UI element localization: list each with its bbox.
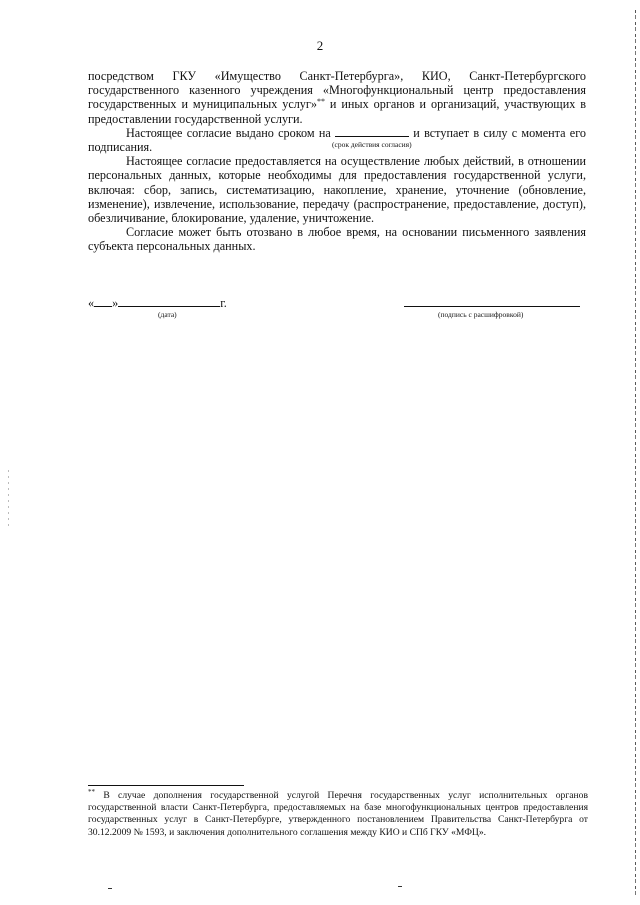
paragraph-intermediaries: посредством ГКУ «Имущество Санкт-Петербурга», КИО, Санкт-Петербургского государственного казенного учреждения «Многофункциональный центр предоставления государственных и муниципальных услуг»** и иных органов и организаций, участвующих в предоставлении государственной услуги. <box>88 69 586 126</box>
date-field: « » г. <box>88 296 227 310</box>
validity-term-blank <box>335 126 409 137</box>
validity-term-label: (срок действия согласия) <box>332 140 412 149</box>
scan-edge-left <box>8 470 9 530</box>
paragraph-revocation: Согласие может быть отозвано в любое время, на основании письменного заявления субъекта персональных данных. <box>88 225 586 254</box>
document-body <box>88 69 586 254</box>
footnote-marker: ** <box>88 788 95 796</box>
paragraph-validity-term: Настоящее согласие выдано сроком на и вступает в силу с момента его подписания. <box>88 125 586 155</box>
footnote: ** В случае дополнения государственной услугой Перечня государственных услуг исполнительных органов государственной власти Санкт-Петербурга, предоставляемых на базе многофункциональных центров предоставления государственных услуг в Санкт-Петербурге, утвержденного постановлением Правительства Санкт-Петербурга от 30.12.2009 № 1593, и заключения дополнительного соглашения между КИО и СПб ГКУ «МФЦ». <box>88 788 588 838</box>
scan-speck <box>108 888 112 889</box>
footnote-divider <box>88 785 244 786</box>
month-year-blank <box>118 296 220 307</box>
page-number: 2 <box>316 38 324 53</box>
paragraph-scope: Настоящее согласие предоставляется на осуществление любых действий, в отношении персональных данных, которые необходимы для предоставления государственной услуги, включая: сбор, запись, систематизацию, накопление, хранение, уточнение (обновление, изменение), извлечение, использование, передачу (распространение, предоставление, доступ), обезличивание, блокирование, удаление, уничтожение. <box>88 154 586 226</box>
signature-line <box>404 306 580 307</box>
date-label: (дата) <box>158 310 177 319</box>
footnote-marker: ** <box>317 97 325 107</box>
signature-block <box>88 296 586 326</box>
scan-edge-right <box>635 10 636 895</box>
signature-label: (подпись с расшифровкой) <box>438 310 524 319</box>
scan-speck <box>398 886 402 887</box>
day-blank <box>94 296 112 307</box>
